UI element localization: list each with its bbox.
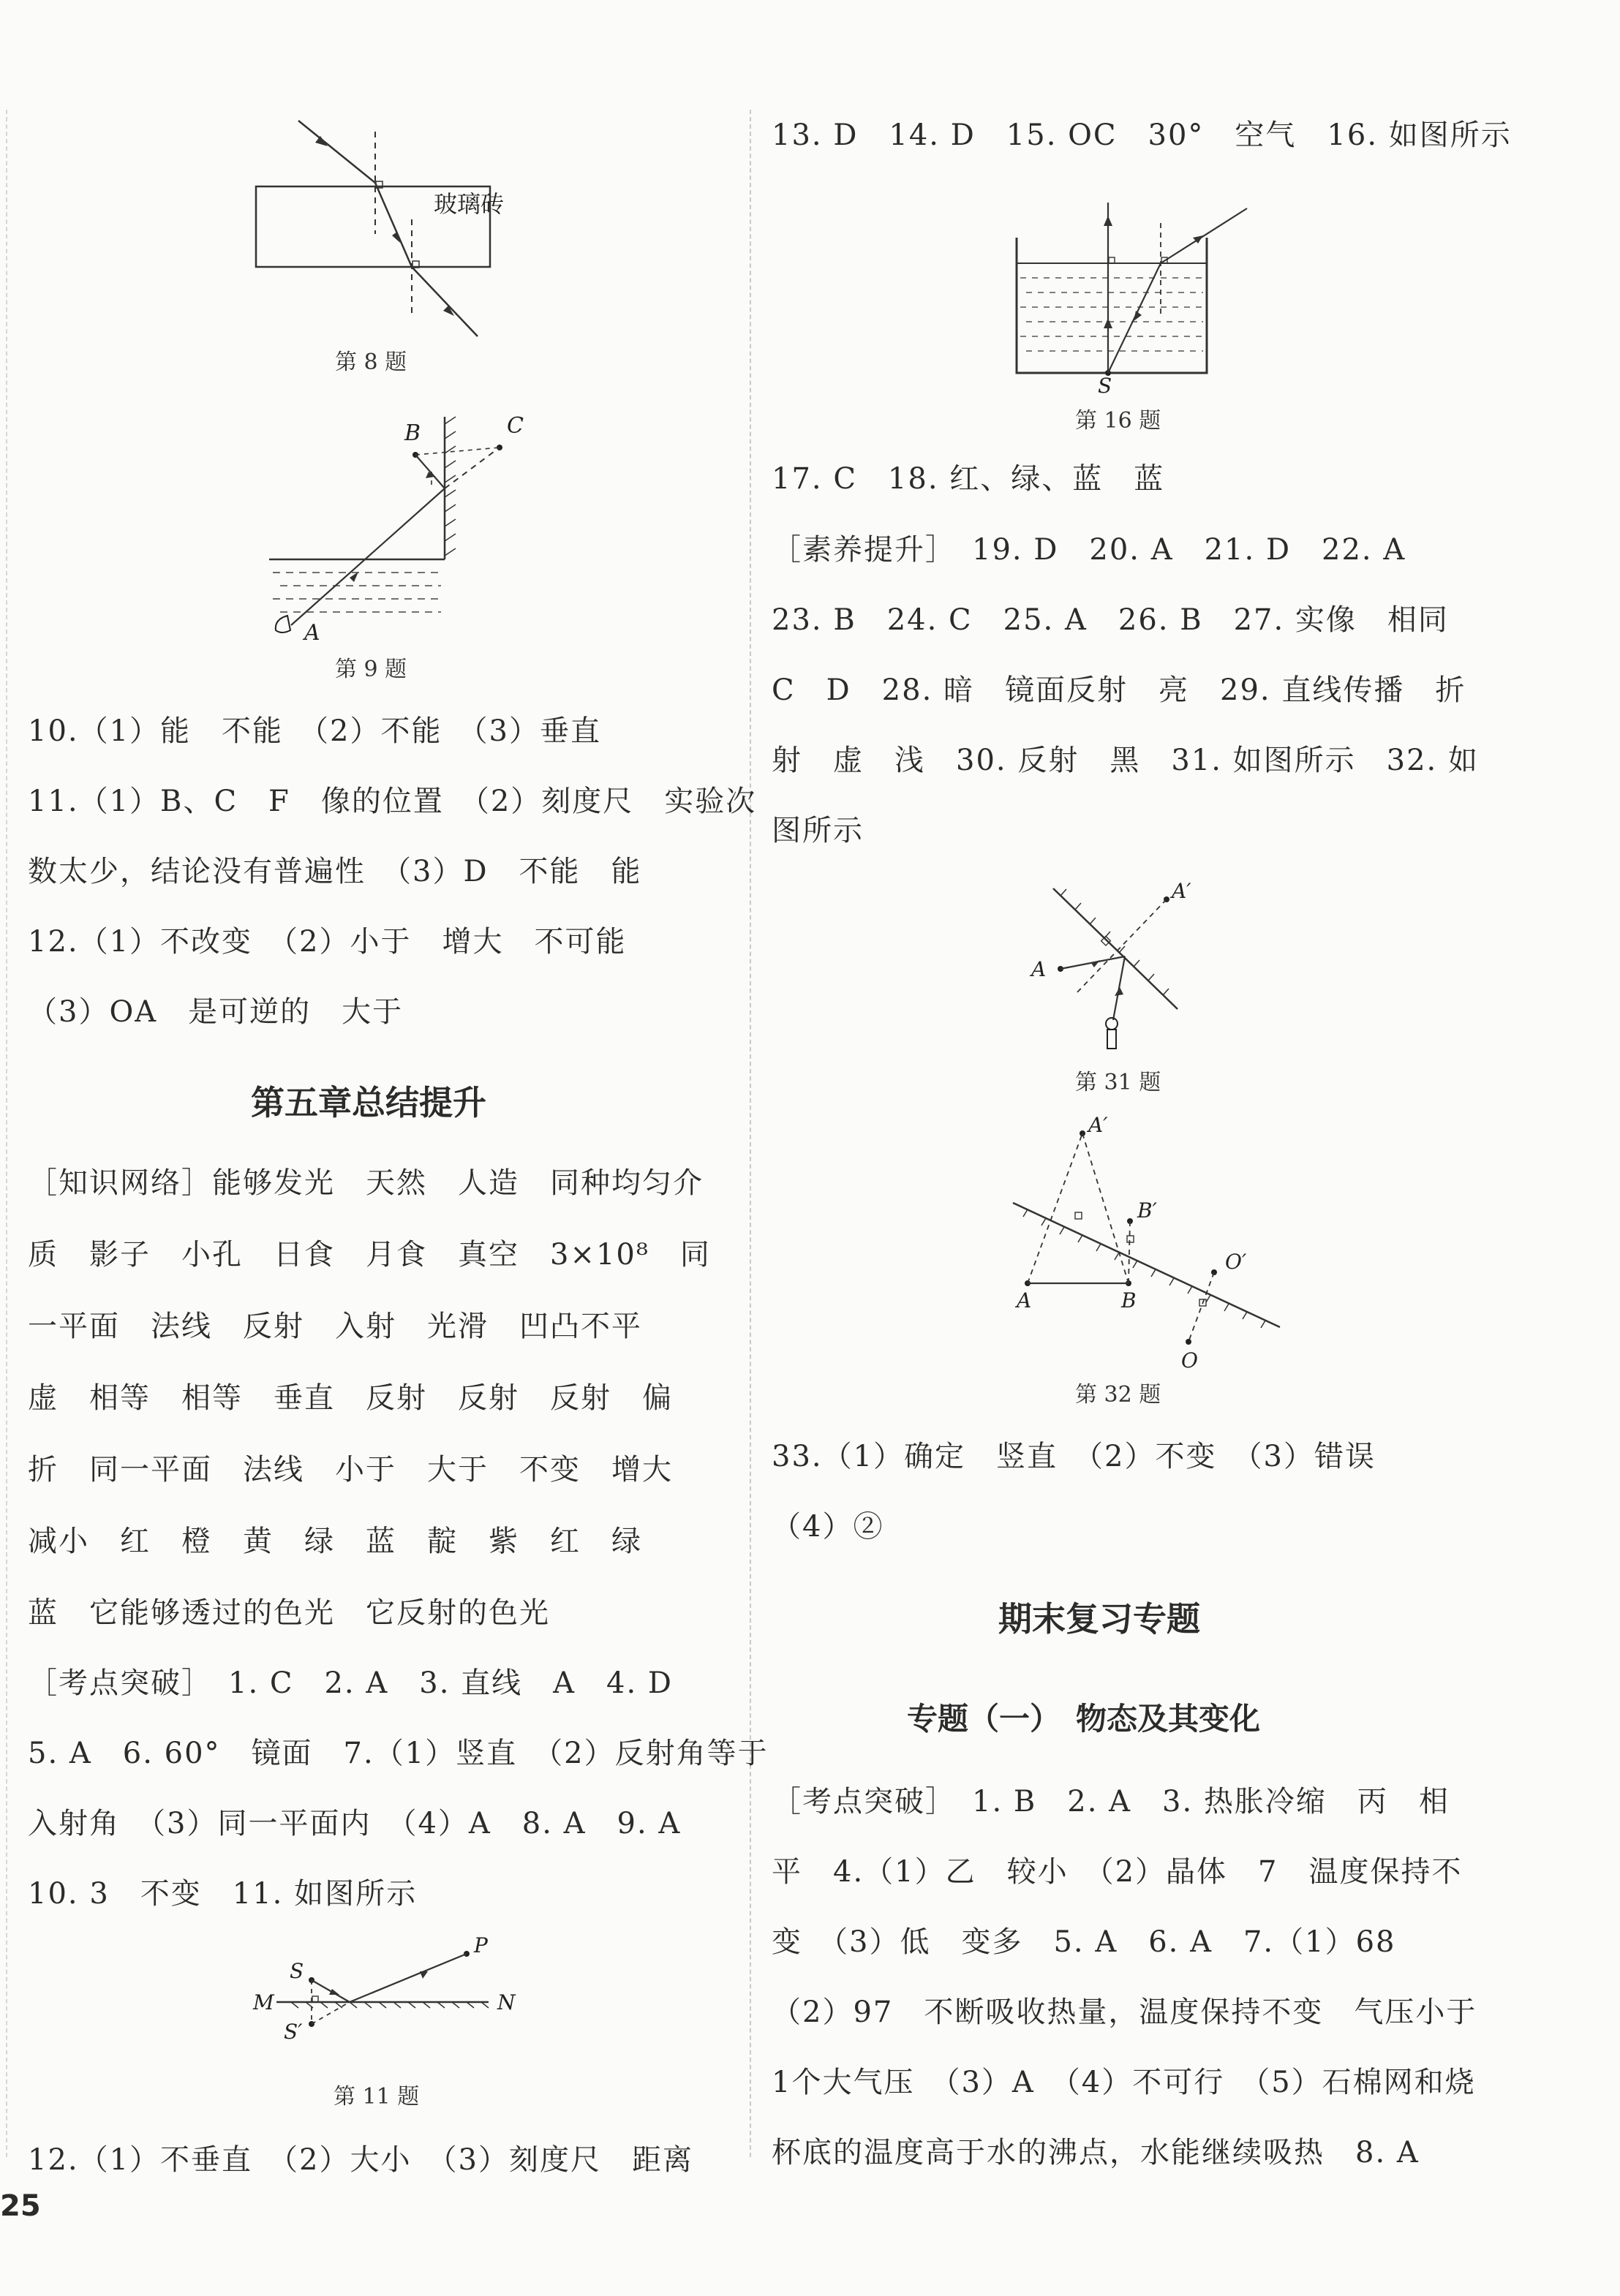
- section-heading: 期末复习专题: [998, 1599, 1200, 1639]
- answer-line: 平 4.（1）乙 较小 （2）晶体 7 温度保持不: [772, 1855, 1463, 1889]
- fig9-label-a: A: [304, 620, 320, 646]
- fig32-label-a-prime: A′: [1088, 1113, 1108, 1137]
- answer-line: ［考点突破］ 1. C 2. A 3. 直线 A 4. D: [28, 1666, 673, 1700]
- figure-31-caption: 第 31 题: [1075, 1070, 1161, 1095]
- answer-line: 数太少，结论没有普遍性 （3）D 不能 能: [28, 855, 642, 888]
- answer-line: 13. D 14. D 15. OC 30° 空气 16. 如图所示: [772, 118, 1512, 152]
- answer-line: 33.（1）确定 竖直 （2）不变 （3）错误: [772, 1440, 1376, 1473]
- answer-line: ［考点突破］ 1. B 2. A 3. 热胀冷缩 丙 相: [772, 1785, 1450, 1819]
- fig31-label-a: A: [1031, 957, 1047, 981]
- figure-9-diagram: [247, 402, 525, 658]
- fig8-glass-label: 玻璃砖: [434, 190, 505, 218]
- answer-line: 虚 相等 相等 垂直 反射 反射 反射 偏: [28, 1381, 673, 1415]
- answer-line: 5. A 6. 60° 镜面 7.（1）竖直 （2）反射角等于: [28, 1737, 769, 1770]
- answer-line: 减小 红 橙 黄 绿 蓝 靛 紫 红 绿: [28, 1525, 642, 1558]
- answer-line: 12.（1）不改变 （2）小于 增大 不可能: [28, 925, 627, 959]
- fig32-label-o-prime: O′: [1225, 1250, 1247, 1274]
- fig11-label-s: S: [290, 1959, 304, 1983]
- answer-line: 10. 3 不变 11. 如图所示: [28, 1877, 418, 1911]
- figure-9-caption: 第 9 题: [335, 657, 407, 682]
- left-margin-rule: [6, 110, 7, 2157]
- answer-line: （3）OA 是可逆的 大于: [28, 995, 404, 1029]
- answer-line: 变 （3）低 变多 5. A 6. A 7.（1）68: [772, 1925, 1396, 1959]
- answer-line: 23. B 24. C 25. A 26. B 27. 实像 相同: [772, 603, 1449, 637]
- figure-16-caption: 第 16 题: [1075, 408, 1161, 434]
- answer-line: 射 虚 浅 30. 反射 黑 31. 如图所示 32. 如: [772, 744, 1479, 777]
- answer-line: 一平面 法线 反射 入射 光滑 凹凸不平: [28, 1310, 642, 1343]
- fig11-label-m: M: [253, 1990, 274, 2014]
- answer-line: 入射角 （3）同一平面内 （4）A 8. A 9. A: [28, 1807, 682, 1840]
- figure-11-caption: 第 11 题: [334, 2084, 420, 2110]
- answer-line: 折 同一平面 法线 小于 大于 不变 增大: [28, 1453, 673, 1487]
- column-divider: [750, 110, 751, 2157]
- answer-line: ［素养提升］ 19. D 20. A 21. D 22. A: [772, 533, 1406, 567]
- fig9-label-b: B: [404, 420, 421, 446]
- answer-line: 蓝 它能够透过的色光 它反射的色光: [28, 1596, 550, 1630]
- fig11-label-s-prime: S′: [284, 2020, 303, 2044]
- figure-31-diagram: [1031, 877, 1251, 1068]
- figure-8-diagram: [247, 117, 511, 358]
- answer-line: 1个大气压 （3）A （4）不可行 （5）石棉网和烧: [772, 2066, 1476, 2099]
- answer-line: （2）97 不断吸收热量，温度保持不变 气压小于: [772, 1995, 1477, 2029]
- answer-line: 12.（1）不垂直 （2）大小 （3）刻度尺 距离: [28, 2143, 693, 2177]
- fig31-label-a-prime: A′: [1172, 879, 1191, 903]
- answer-line: 图所示: [772, 814, 864, 847]
- figure-11-diagram: [247, 1933, 525, 2044]
- answer-line: 质 影子 小孔 日食 月食 真空 3×10⁸ 同: [28, 1238, 711, 1272]
- chapter-heading: 第五章总结提升: [251, 1083, 486, 1122]
- fig32-label-b: B: [1121, 1288, 1137, 1313]
- figure-32-diagram: [984, 1113, 1320, 1375]
- answer-line: （4）②: [772, 1510, 884, 1544]
- answer-line: 11.（1）B、C F 像的位置 （2）刻度尺 实验次: [28, 785, 757, 818]
- page-number: 25: [0, 2189, 41, 2223]
- fig32-label-o: O: [1181, 1348, 1198, 1372]
- answer-line: C D 28. 暗 镜面反射 亮 29. 直线传播 折: [772, 673, 1466, 707]
- figure-16-diagram: [1006, 194, 1254, 398]
- fig11-label-p: P: [474, 1933, 488, 1957]
- answer-line: 10.（1）能 不能 （2）不能 （3）垂直: [28, 714, 601, 748]
- fig9-label-c: C: [507, 413, 524, 439]
- answer-line: 杯底的温度高于水的沸点，水能继续吸热 8. A: [772, 2136, 1420, 2170]
- figure-8-caption: 第 8 题: [335, 350, 407, 375]
- answer-line: ［知识网络］能够发光 天然 人造 同种均匀介: [28, 1166, 704, 1200]
- topic-heading: 专题（一） 物态及其变化: [907, 1701, 1261, 1737]
- fig16-label-s: S: [1098, 374, 1112, 398]
- figure-32-caption: 第 32 题: [1075, 1382, 1161, 1408]
- fig32-label-b-prime: B′: [1137, 1198, 1157, 1223]
- fig11-label-n: N: [497, 1990, 516, 2014]
- fig32-label-a: A: [1017, 1288, 1032, 1313]
- answer-line: 17. C 18. 红、绿、蓝 蓝: [772, 462, 1165, 496]
